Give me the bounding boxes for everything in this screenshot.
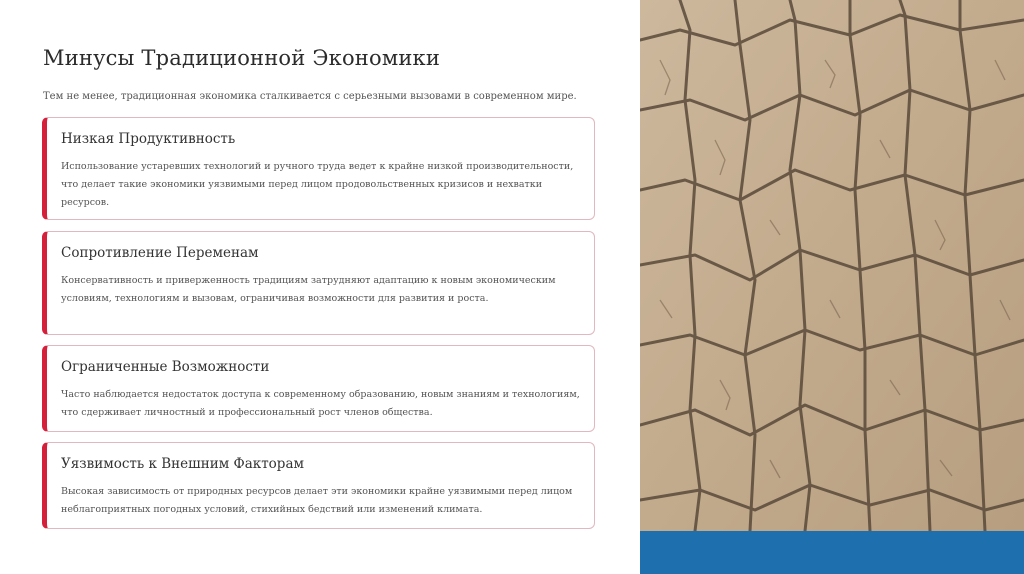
card-title: Уязвимость к Внешним Факторам bbox=[61, 456, 304, 472]
card-text: Часто наблюдается недостаток доступа к современному образованию, новым знаниям и технологиям, что сдерживает личностный и профессиональный рост членов общества. bbox=[61, 389, 580, 418]
card-limited-opportunities bbox=[42, 345, 595, 432]
slide-title: Минусы Традиционной Экономики bbox=[43, 46, 441, 70]
card-resistance-to-change bbox=[42, 231, 595, 335]
card-external-vulnerability bbox=[42, 442, 595, 529]
footer-color-bar bbox=[640, 531, 1024, 574]
card-title: Ограниченные Возможности bbox=[61, 359, 270, 375]
slide-subtitle: Тем не менее, традиционная экономика сталкивается с серьезными вызовами в современном мире. bbox=[43, 91, 577, 102]
cracked-soil-photo bbox=[640, 0, 1024, 531]
card-text: Использование устаревших технологий и ручного труда ведет к крайне низкой производительности, что делает такие экономики уязвимыми перед лицом продовольственных кризисов и нехватки ресурсов. bbox=[61, 161, 574, 208]
card-text: Высокая зависимость от природных ресурсов делает эти экономики крайне уязвимыми перед лицом неблагоприятных погодных условий, стихийных бедствий или изменений климата. bbox=[61, 486, 573, 515]
card-low-productivity bbox=[42, 117, 595, 220]
card-title: Сопротивление Переменам bbox=[61, 245, 259, 261]
card-text: Консервативность и приверженность традициям затрудняют адаптацию к новым экономическим условиям, технологиям и вызовам, ограничивая возможности для развития и роста. bbox=[61, 275, 556, 304]
cracked-soil-illustration bbox=[640, 0, 1024, 531]
card-title: Низкая Продуктивность bbox=[61, 131, 236, 147]
